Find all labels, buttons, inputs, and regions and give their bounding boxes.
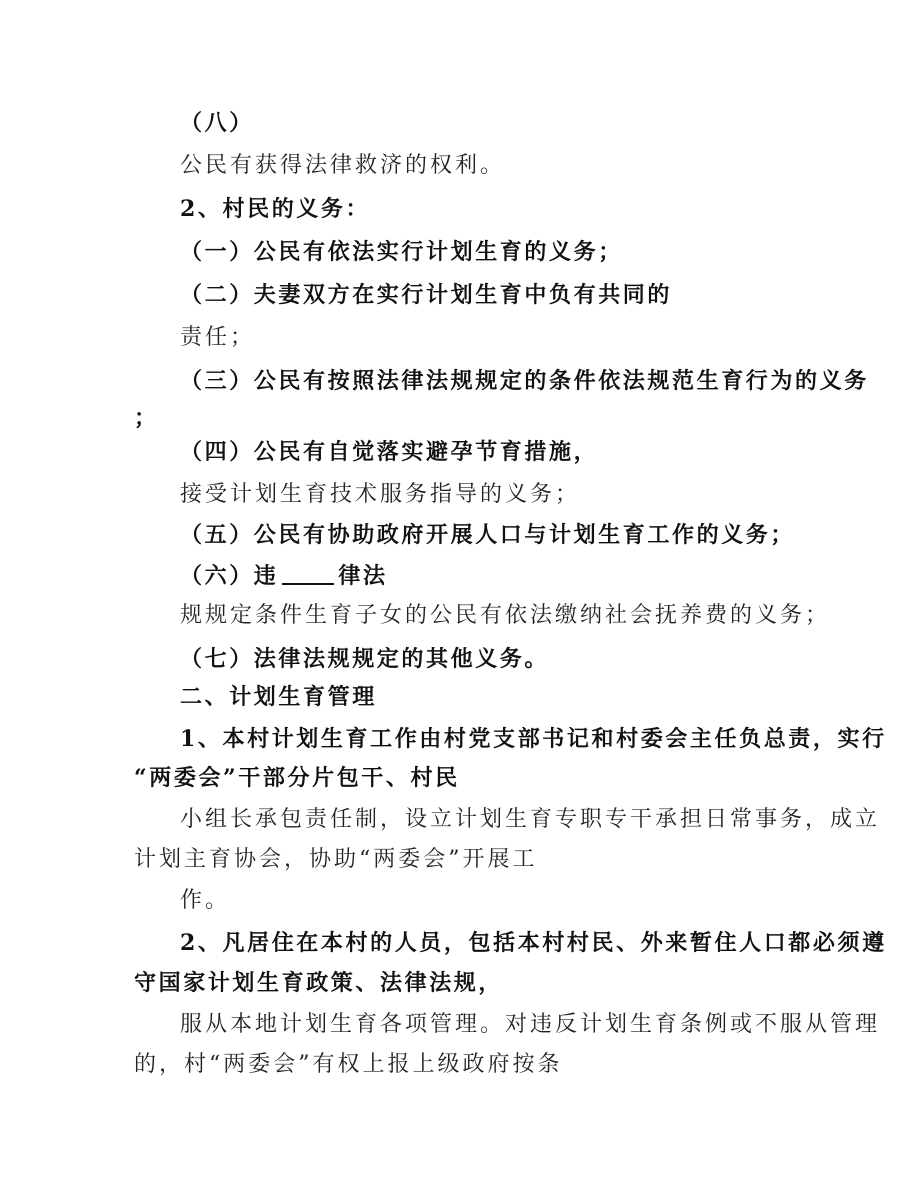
paragraph-line: 责任； (180, 325, 256, 350)
paragraph-line: 服从本地计划生育各项管理。对违反计划生育条例或不服从管理 (180, 1012, 881, 1037)
management-item-2: 2、凡居住在本村的人员，包括本村村民、外来暂住人口都必须遵 (180, 930, 887, 956)
paragraph-line: “两委会”干部分片包干、村民 (134, 765, 460, 791)
duty-item-3: （三）公民有按照法律法规规定的条件依法规范生育行为的义务 (180, 368, 869, 394)
heading-family-planning-management: 二、计划生育管理 (180, 684, 377, 710)
duty-item-1: （一）公民有依法实行计划生育的义务； (180, 239, 623, 265)
paragraph-line: 规规定条件生育子女的公民有依法缴纳社会抚养费的义务； (180, 603, 831, 628)
paragraph-line: 接受计划生育技术服务指导的义务； (180, 482, 581, 507)
duty-item-7: （七）法律法规规定的其他义务。 (180, 646, 550, 672)
heading-villager-duties: 2、村民的义务： (180, 196, 371, 222)
duty-item-6 (180, 561, 388, 591)
paragraph-line: 作。 (180, 888, 231, 913)
paragraph-line: 计划主育协会，协助“两委会”开展工 (134, 847, 538, 872)
duty-item-2: （二）夫妻双方在实行计划生育中负有共同的 (180, 282, 673, 308)
blank-underline (282, 563, 334, 585)
paragraph-line: 公民有获得法律救济的权利。 (180, 153, 506, 178)
duty-item-4: （四）公民有自觉落实避孕节育措施， (180, 439, 599, 465)
section-number-eight: （八） (180, 110, 254, 136)
paragraph-line: 守国家计划生育政策、法律法规， (134, 970, 504, 996)
paragraph-line: 的，村“两委会”有权上报上级政府按条 (134, 1052, 563, 1077)
duty-item-6-prefix: （六）违 (180, 563, 279, 589)
duty-item-5: （五）公民有协助政府开展人口与计划生育工作的义务； (180, 522, 796, 548)
paragraph-line: 小组长承包责任制，设立计划生育专职专干承担日常事务，成立 (180, 807, 881, 832)
duty-item-6-suffix: 律法 (338, 563, 388, 589)
management-item-1: 1、本村计划生育工作由村党支部书记和村委会主任负总责，实行 (180, 726, 887, 752)
paragraph-line: ； (134, 405, 159, 431)
